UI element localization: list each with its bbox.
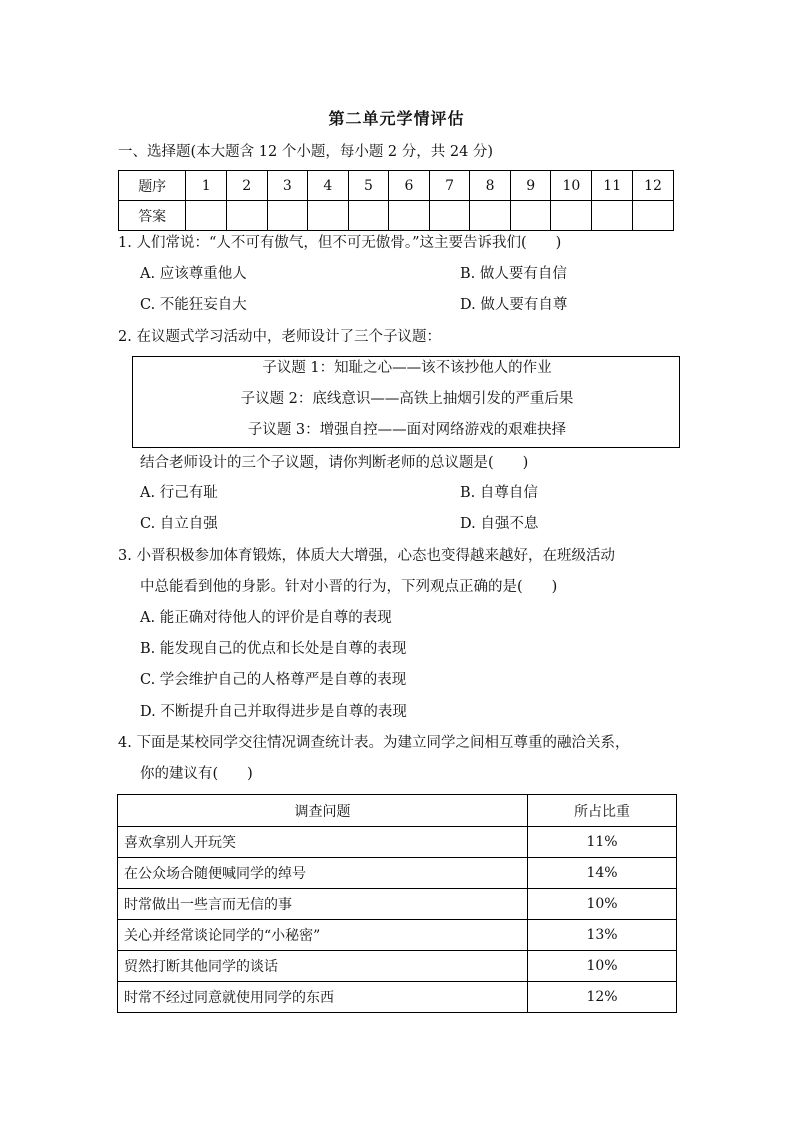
survey-percent: 14% bbox=[528, 858, 677, 889]
answer-cell[interactable] bbox=[510, 201, 551, 231]
question-2-option-d[interactable]: D. 自强不息 bbox=[460, 516, 539, 532]
table-row bbox=[118, 920, 677, 951]
grid-number: 10 bbox=[551, 171, 592, 201]
column-header-percent: 所占比重 bbox=[528, 795, 677, 827]
grid-number: 3 bbox=[267, 171, 308, 201]
grid-number: 6 bbox=[389, 171, 430, 201]
question-1-option-b[interactable]: B. 做人要有自信 bbox=[460, 266, 567, 282]
answer-cell[interactable] bbox=[267, 201, 308, 231]
page-title: 第二单元学情评估 bbox=[328, 109, 465, 128]
column-header-issue: 调查问题 bbox=[118, 795, 528, 827]
sub-topic-2: 子议题 2：底线意识——高铁上抽烟引发的严重后果 bbox=[240, 391, 574, 407]
grid-number: 11 bbox=[592, 171, 633, 201]
table-row bbox=[118, 982, 677, 1013]
answer-grid-answer-row bbox=[119, 201, 674, 231]
survey-percent: 10% bbox=[528, 889, 677, 920]
survey-percent: 12% bbox=[528, 982, 677, 1013]
question-2-option-b[interactable]: B. 自尊自信 bbox=[460, 485, 538, 501]
survey-percent: 10% bbox=[528, 951, 677, 982]
question-3-option-c[interactable]: C. 学会维护自己的人格尊严是自尊的表现 bbox=[140, 672, 407, 688]
answer-grid bbox=[118, 170, 674, 231]
survey-table bbox=[117, 794, 677, 1013]
grid-number: 4 bbox=[308, 171, 349, 201]
question-3-stem-line-1: 3. 小晋积极参加体育锻炼，体质大大增强，心态也变得越来越好，在班级活动 bbox=[118, 548, 615, 564]
table-row bbox=[118, 858, 677, 889]
survey-issue: 喜欢拿别人开玩笑 bbox=[118, 827, 528, 858]
answer-cell[interactable] bbox=[470, 201, 511, 231]
survey-issue: 关心并经常谈论同学的“小秘密” bbox=[118, 920, 528, 951]
question-2-option-c[interactable]: C. 自立自强 bbox=[140, 516, 218, 532]
grid-number: 9 bbox=[510, 171, 551, 201]
grid-number: 7 bbox=[429, 171, 470, 201]
answer-cell[interactable] bbox=[348, 201, 389, 231]
survey-table-header bbox=[118, 795, 677, 827]
question-4-stem-line-2: 你的建议有( ) bbox=[140, 766, 253, 782]
answer-cell[interactable] bbox=[633, 201, 674, 231]
answer-cell[interactable] bbox=[308, 201, 349, 231]
grid-number: 12 bbox=[633, 171, 674, 201]
question-1-option-c[interactable]: C. 不能狂妄自大 bbox=[140, 297, 247, 313]
grid-number: 1 bbox=[186, 171, 227, 201]
question-2-option-a[interactable]: A. 行己有耻 bbox=[140, 485, 218, 501]
question-3-stem-line-2: 中总能看到他的身影。针对小晋的行为，下列观点正确的是( ) bbox=[140, 579, 558, 595]
answer-cell[interactable] bbox=[186, 201, 227, 231]
question-1-stem: 1. 人们常说：“人不可有傲气，但不可无傲骨。”这主要告诉我们( ) bbox=[118, 235, 562, 251]
section-heading: 一、选择题(本大题含 12 个小题，每小题 2 分，共 24 分) bbox=[118, 144, 494, 160]
answer-cell[interactable] bbox=[429, 201, 470, 231]
table-row bbox=[118, 889, 677, 920]
sub-topic-box bbox=[132, 356, 680, 448]
answer-grid-number-row bbox=[119, 171, 674, 201]
question-2-stem: 2. 在议题式学习活动中，老师设计了三个子议题： bbox=[118, 329, 441, 345]
grid-label-answer: 答案 bbox=[119, 201, 186, 231]
table-row bbox=[118, 827, 677, 858]
question-3-option-a[interactable]: A. 能正确对待他人的评价是自尊的表现 bbox=[140, 610, 392, 626]
question-3-option-b[interactable]: B. 能发现自己的优点和长处是自尊的表现 bbox=[140, 641, 407, 657]
survey-percent: 13% bbox=[528, 920, 677, 951]
table-row bbox=[118, 951, 677, 982]
sub-topic-1: 子议题 1：知耻之心——该不该抄他人的作业 bbox=[262, 360, 552, 376]
question-3-option-d[interactable]: D. 不断提升自己并取得进步是自尊的表现 bbox=[140, 704, 407, 720]
question-2-follow-up: 结合老师设计的三个子议题，请你判断老师的总议题是( ) bbox=[140, 455, 529, 471]
sub-topic-3: 子议题 3：增强自控——面对网络游戏的艰难抉择 bbox=[247, 422, 567, 438]
answer-cell[interactable] bbox=[226, 201, 267, 231]
grid-number: 5 bbox=[348, 171, 389, 201]
survey-issue: 时常做出一些言而无信的事 bbox=[118, 889, 528, 920]
answer-cell[interactable] bbox=[551, 201, 592, 231]
survey-issue: 在公众场合随便喊同学的绰号 bbox=[118, 858, 528, 889]
answer-cell[interactable] bbox=[592, 201, 633, 231]
grid-number: 8 bbox=[470, 171, 511, 201]
question-4-stem-line-1: 4. 下面是某校同学交往情况调查统计表。为建立同学之间相互尊重的融洽关系， bbox=[118, 735, 630, 751]
question-1-option-d[interactable]: D. 做人要有自尊 bbox=[460, 297, 568, 313]
grid-number: 2 bbox=[226, 171, 267, 201]
survey-percent: 11% bbox=[528, 827, 677, 858]
survey-issue: 贸然打断其他同学的谈话 bbox=[118, 951, 528, 982]
survey-issue: 时常不经过同意就使用同学的东西 bbox=[118, 982, 528, 1013]
grid-label-number: 题序 bbox=[119, 171, 186, 201]
question-1-option-a[interactable]: A. 应该尊重他人 bbox=[140, 266, 247, 282]
answer-cell[interactable] bbox=[389, 201, 430, 231]
